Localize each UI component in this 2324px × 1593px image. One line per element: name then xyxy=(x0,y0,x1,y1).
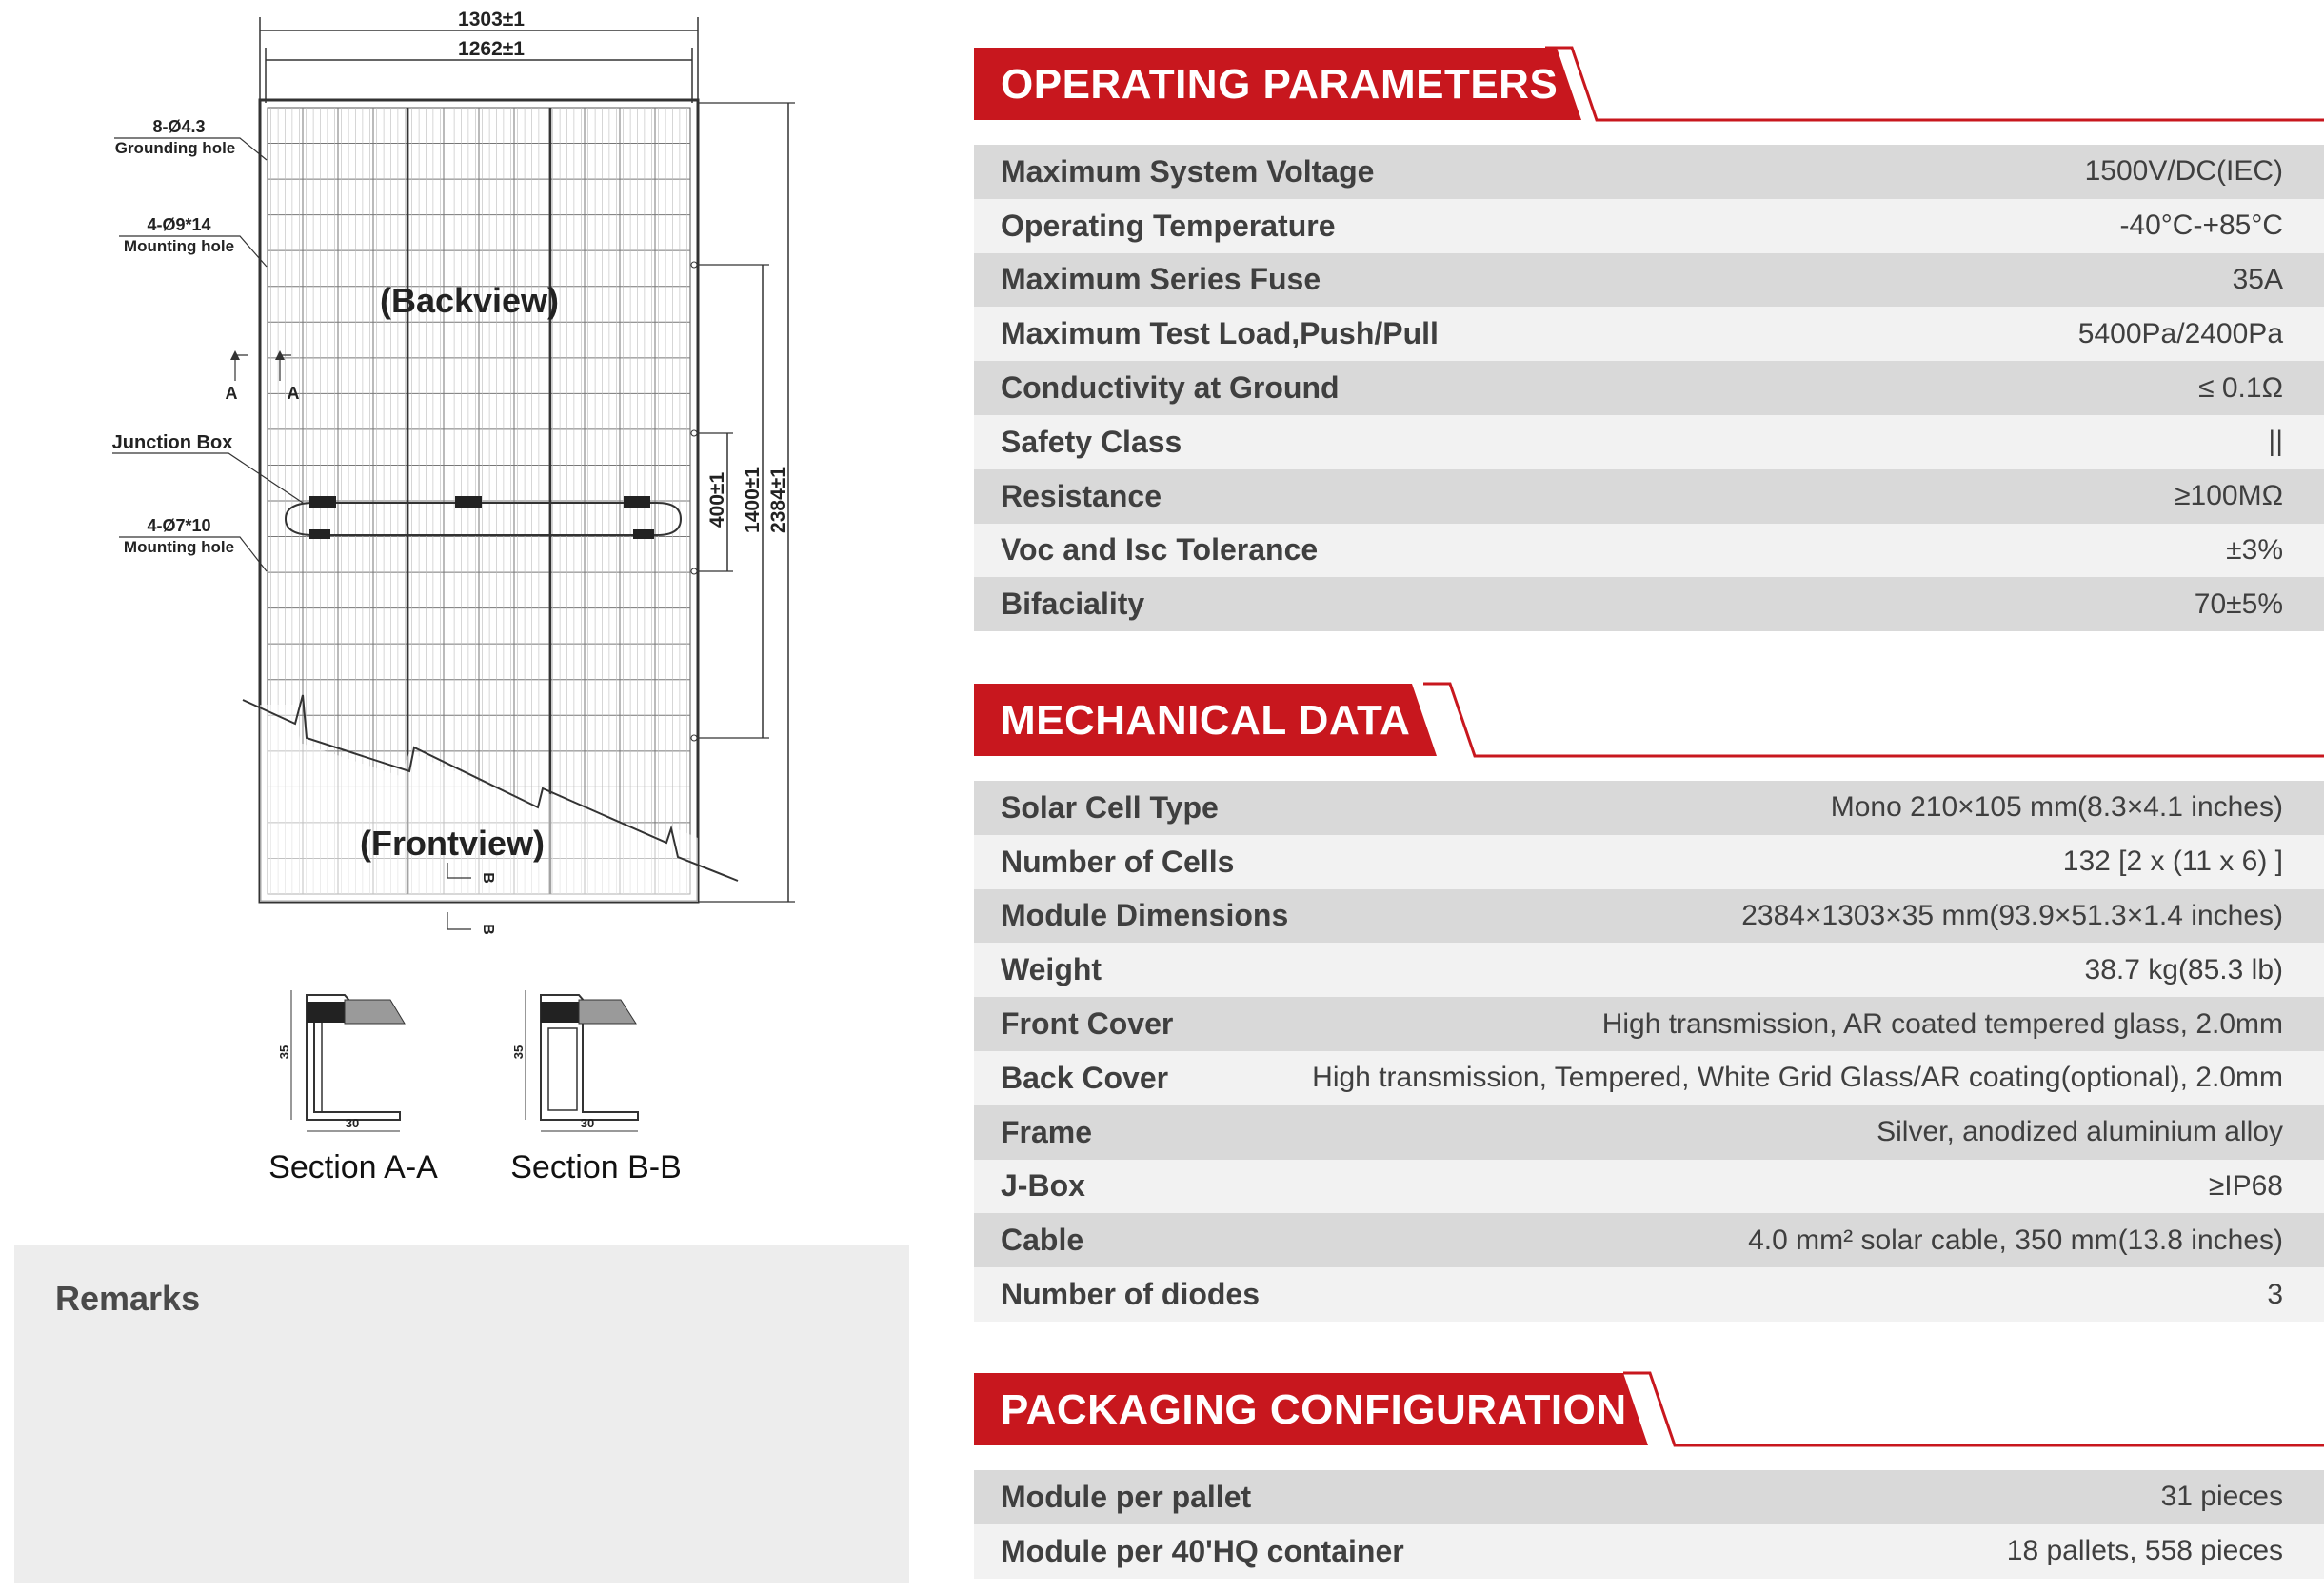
section-aa-height: 35 xyxy=(277,1045,291,1060)
table-row xyxy=(974,577,2324,631)
row-value: 1500V/DC(IEC) xyxy=(2084,155,2283,188)
module-drawing xyxy=(0,0,914,1238)
row-value: Mono 210×105 mm(8.3×4.1 inches) xyxy=(1830,791,2283,824)
spec-panel xyxy=(974,0,2324,1593)
table-row xyxy=(974,997,2324,1051)
packaging-configuration-header xyxy=(974,1371,2324,1447)
table-row xyxy=(974,469,2324,524)
section-bb-width: 30 xyxy=(580,1116,595,1130)
remarks-title: Remarks xyxy=(55,1279,201,1318)
grounding-hole-count: 8-Ø4.3 xyxy=(152,117,206,136)
table-row xyxy=(974,1524,2324,1579)
row-label: Module Dimensions xyxy=(1001,898,1289,933)
row-label: Maximum System Voltage xyxy=(1001,153,1375,189)
dim-1400: 1400±1 xyxy=(742,467,764,533)
row-value: 31 pieces xyxy=(2160,1481,2283,1513)
row-label: Conductivity at Ground xyxy=(1001,370,1340,406)
row-label: Voc and Isc Tolerance xyxy=(1001,532,1319,568)
row-value: 35A xyxy=(2232,263,2283,295)
table-row xyxy=(974,1470,2324,1524)
mounting-hole-2-count: 4-Ø7*10 xyxy=(147,516,211,535)
row-label: Number of diodes xyxy=(1001,1277,1261,1312)
section-a-marker-right: A xyxy=(287,384,300,403)
section-aa-width: 30 xyxy=(345,1116,360,1130)
row-value: ≤ 0.1Ω xyxy=(2198,371,2283,404)
table-row xyxy=(974,835,2324,889)
section-bb-label: Section B-B xyxy=(510,1149,682,1185)
table-row xyxy=(974,361,2324,415)
table-row xyxy=(974,1213,2324,1267)
operating-parameters-header xyxy=(974,46,2324,122)
cable-loop xyxy=(286,503,681,535)
row-value: Silver, anodized aluminium alloy xyxy=(1877,1116,2283,1148)
row-label: Operating Temperature xyxy=(1001,208,1336,243)
row-label: J-Box xyxy=(1001,1168,1085,1204)
frontview-label: (Frontview) xyxy=(360,824,545,863)
operating-parameters-section xyxy=(974,46,2324,622)
table-row xyxy=(974,1051,2324,1105)
row-label: Module per 40'HQ container xyxy=(1001,1533,1404,1568)
mounting-hole-1-label: Mounting hole xyxy=(123,237,235,255)
table-row xyxy=(974,1105,2324,1160)
table-row xyxy=(974,524,2324,578)
mechanical-data-header xyxy=(974,682,2324,758)
junction-box-label: Junction Box xyxy=(111,432,233,453)
table-row xyxy=(974,1160,2324,1214)
row-value: 4.0 mm² solar cable, 350 mm(13.8 inches) xyxy=(1748,1224,2283,1256)
table-row xyxy=(974,943,2324,997)
row-value: 70±5% xyxy=(2194,587,2283,620)
section-b-marker-bottom: B xyxy=(480,924,496,935)
table-row xyxy=(974,415,2324,469)
table-row xyxy=(974,889,2324,944)
operating-parameters-title: OPERATING PARAMETERS xyxy=(1001,61,1559,108)
row-label: Bifaciality xyxy=(1001,587,1145,622)
table-row xyxy=(974,145,2324,199)
mounting-hole-2-label: Mounting hole xyxy=(123,538,235,556)
mounting-hole-1-count: 4-Ø9*14 xyxy=(147,215,211,234)
row-value: 38.7 kg(85.3 lb) xyxy=(2084,953,2283,986)
remarks-box xyxy=(14,1245,909,1583)
section-aa-profile xyxy=(277,990,405,1131)
table-row xyxy=(974,199,2324,253)
row-value: ≥100MΩ xyxy=(2175,480,2283,512)
section-aa-label: Section A-A xyxy=(268,1149,438,1185)
row-label: Safety Class xyxy=(1001,424,1182,459)
row-label: Resistance xyxy=(1001,478,1162,513)
packaging-configuration-table xyxy=(974,1470,2324,1579)
section-bb-profile xyxy=(511,990,638,1131)
table-row xyxy=(974,253,2324,308)
row-value: 18 pallets, 558 pieces xyxy=(2006,1535,2283,1567)
table-row xyxy=(974,307,2324,361)
row-value: 3 xyxy=(2267,1278,2283,1310)
operating-parameters-table xyxy=(974,145,2324,631)
row-label: Maximum Series Fuse xyxy=(1001,262,1321,297)
technical-drawing-panel xyxy=(0,0,914,1593)
row-value: ≥IP68 xyxy=(2208,1169,2283,1202)
section-a-marker-left: A xyxy=(225,384,238,403)
row-value: High transmission, AR coated tempered glass, 2.0mm xyxy=(1601,1007,2283,1040)
row-label: Number of Cells xyxy=(1001,844,1235,879)
row-value: 2384×1303×35 mm(93.9×51.3×1.4 inches) xyxy=(1741,899,2283,931)
mechanical-data-table xyxy=(974,781,2324,1322)
grounding-hole-label: Grounding hole xyxy=(114,139,236,157)
row-value: 132 [2 x (11 x 6) ] xyxy=(2062,846,2283,878)
row-value: || xyxy=(2268,426,2283,458)
row-label: Solar Cell Type xyxy=(1001,789,1219,825)
table-row xyxy=(974,1267,2324,1322)
row-label: Weight xyxy=(1001,952,1102,987)
row-label: Cable xyxy=(1001,1223,1084,1258)
row-label: Back Cover xyxy=(1001,1060,1169,1095)
section-bb-height: 35 xyxy=(511,1045,526,1060)
section-b-marker-top: B xyxy=(480,872,496,884)
dim-outer-width: 1303±1 xyxy=(458,9,525,30)
row-value: 5400Pa/2400Pa xyxy=(2077,317,2283,349)
row-value: High transmission, Tempered, White Grid Glass/AR coating(optional), 2.0mm xyxy=(1312,1062,2283,1094)
row-value: -40°C-+85°C xyxy=(2119,209,2283,242)
dim-inner-width: 1262±1 xyxy=(458,38,525,60)
mechanical-data-title: MECHANICAL DATA xyxy=(1001,697,1411,744)
row-label: Maximum Test Load,Push/Pull xyxy=(1001,316,1439,351)
row-label: Module per pallet xyxy=(1001,1479,1252,1514)
dim-2384: 2384±1 xyxy=(767,467,789,533)
row-value: ±3% xyxy=(2226,533,2283,566)
row-label: Frame xyxy=(1001,1114,1093,1149)
packaging-configuration-section xyxy=(974,1371,2324,1568)
packaging-configuration-title: PACKAGING CONFIGURATION xyxy=(1001,1386,1627,1433)
table-row xyxy=(974,781,2324,835)
backview-label: (Backview) xyxy=(379,281,560,320)
dim-400: 400±1 xyxy=(706,471,728,528)
row-label: Front Cover xyxy=(1001,1006,1174,1042)
mechanical-data-section xyxy=(974,682,2324,1312)
